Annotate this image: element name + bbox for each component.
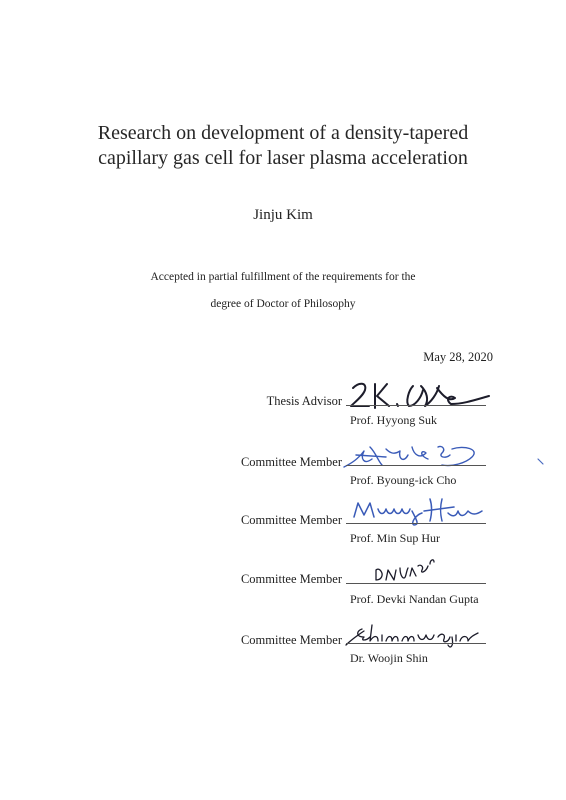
signature-row-advisor [0,380,566,440]
signer-name: Prof. Min Sup Hur [350,531,441,545]
signature-line [346,583,486,584]
signer-name: Prof. Byoung-ick Cho [350,473,457,487]
signature-line [346,643,486,644]
signature-line [346,523,486,524]
signer-name: Prof. Devki Nandan Gupta [350,592,479,606]
signature-member-1 [342,441,492,473]
stray-ink-mark [537,458,545,466]
signature-member-3 [372,556,442,584]
signature-line [346,405,486,406]
signature-line [346,465,486,466]
signature-row-member-1 [0,439,566,499]
role-label: Thesis Advisor [266,394,342,408]
signature-advisor [345,376,495,414]
signature-member-4 [342,619,492,649]
signer-name: Dr. Woojin Shin [350,651,428,665]
author-name: Jinju Kim [253,207,313,223]
signer-name: Prof. Hyyong Suk [350,413,438,427]
acceptance-statement-line-1: Accepted in partial fulfillment of the requirements for the [150,271,416,283]
role-label: Committee Member [240,513,342,527]
approval-date: May 28, 2020 [423,350,493,364]
role-label: Committee Member [240,572,342,586]
thesis-title-line-2: capillary gas cell for laser plasma acceleration [98,147,468,169]
signature-row-member-3 [0,556,566,616]
role-label: Committee Member [240,633,342,647]
signature-row-member-2 [0,497,566,557]
signature-row-member-4 [0,617,566,677]
role-label: Committee Member [240,455,342,469]
thesis-title-line-1: Research on development of a density-tapered [97,122,469,144]
acceptance-statement-line-2: degree of Doctor of Philosophy [210,298,356,310]
